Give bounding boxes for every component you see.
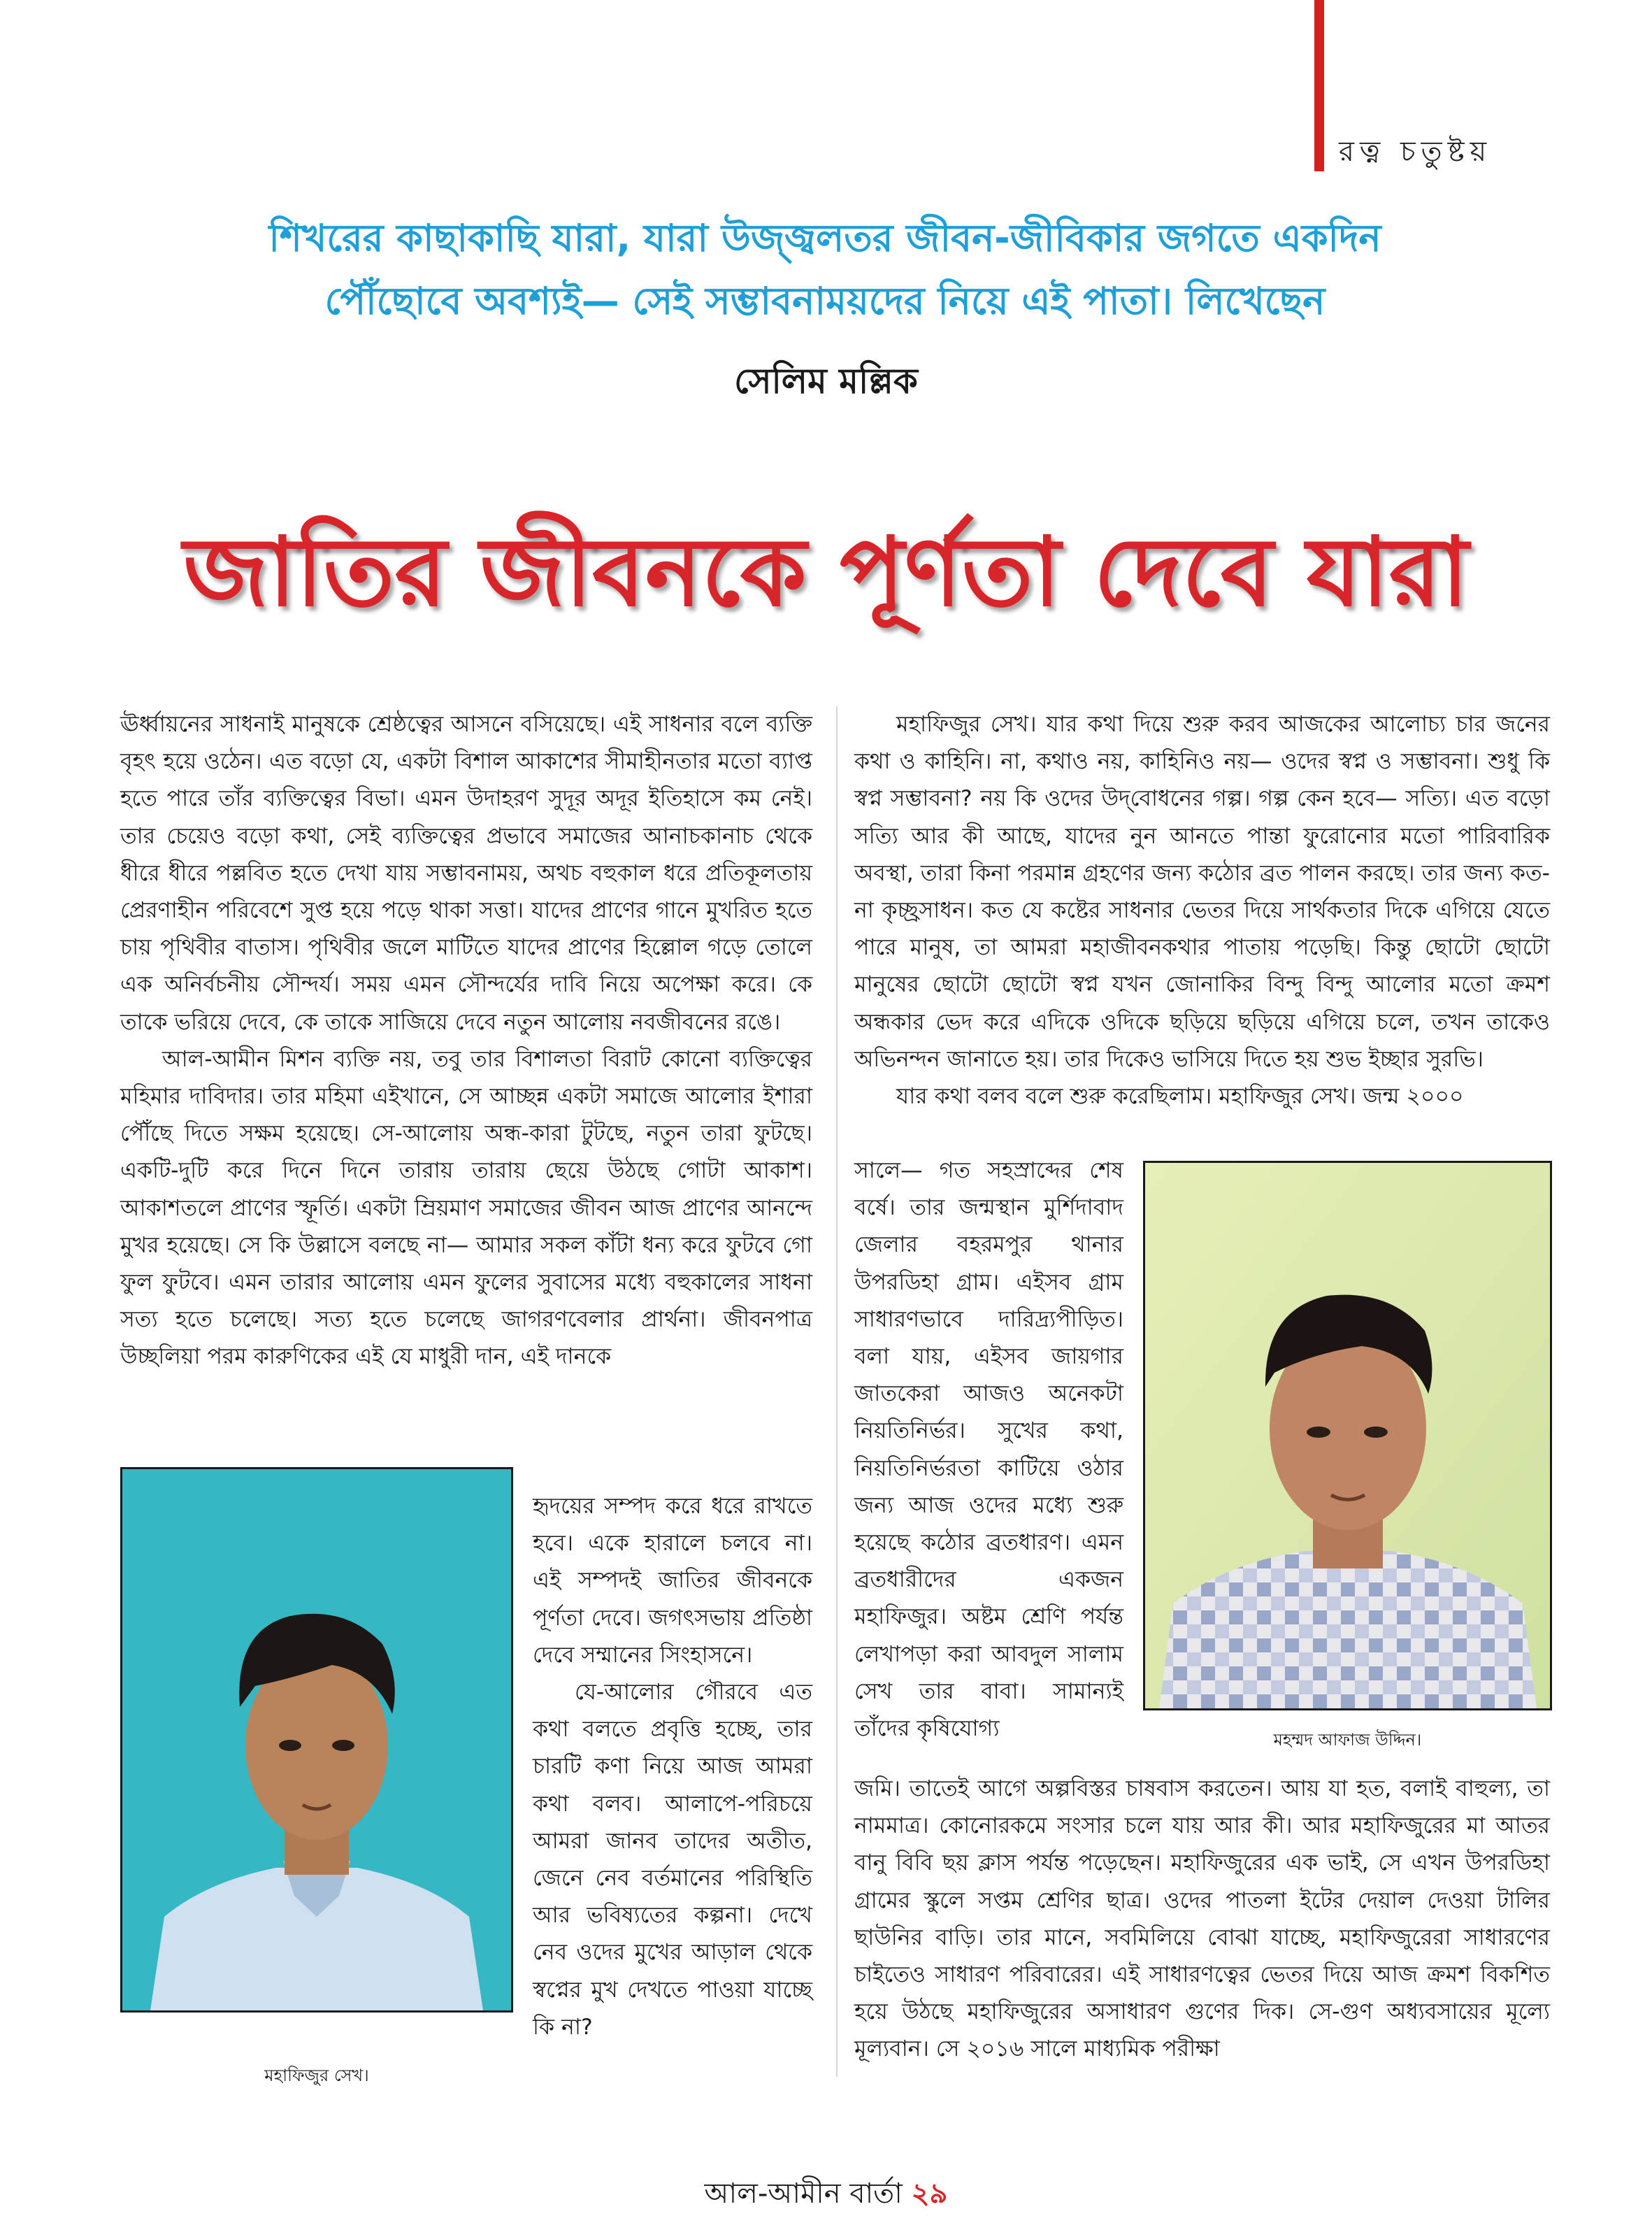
column-divider: [836, 706, 838, 2077]
right-paragraph-2-wide: জমি। তাতেই আগে অল্পবিস্তর চাষবাস করতেন। আয় যা হত, বলাই বাহুল্য, তা নামমাত্র। কোনোরকমে সংসার চলে যায় আর কী। আর মহাফিজুরের মা আতর বানু বিবি ছয় ক্লাস পর্যন্ত পড়েছেন। মহাফিজুরের এক ভাই, সে এখন উপরডিহা গ্রামের স্কুলে সপ্তম শ্রেণির ছাত্র। ওদের পাতলা ইটের দেয়াল দেওয়া টালির ছাউনির বাড়ি। তার মানে, সবমিলিয়ে বোঝা যাচ্ছে, মহাফিজুরেরা সাধারণের চাইতেও সাধারণ পরিবারের। এই সাধারণত্বের ভেতর দিয়ে আজ ক্রমশ বিকশিত হয়ে উঠছে মহাফিজুরের অসাধারণ গুণের দিক। সে-গুণ অধ্যবসায়ের মূল্যে মূল্যবান। সে ২০১৬ সালে মাধ্যমিক পরীক্ষা: [854, 1776, 1550, 2062]
left-photo: [120, 1467, 513, 2013]
section-label: রত্ন চতুষ্টয়: [1339, 136, 1493, 168]
left-column-top: [120, 706, 812, 1376]
magazine-name: আল-আমীন বার্তা: [704, 2178, 903, 2210]
left-paragraph-2: আল-আমীন মিশন ব্যক্তি নয়, তবু তার বিশালতা বিরাট কোনো ব্যক্তিত্বের মহিমার দাবিদার। তার মহিমা এইখানে, সে আচ্ছন্ন একটা সমাজে আলোর ইশারা পৌঁছে দিতে সক্ষম হয়েছে। সে-আলোয় অন্ধ-কারা টুটছে, নতুন তারা ফুটছে। একটি-দুটি করে দিনে দিনে তারায় তারায় ছেয়ে উঠছে গোটা আকাশ। আকাশতলে প্রাণের স্ফূর্তি। একটা ম্রিয়মাণ সমাজের জীবন আজ প্রাণের আনন্দে মুখর হয়েছে। সে কি উল্লাসে বলছে না— আমার সকল কাঁটা ধন্য করে ফুটবে গো ফুল ফুটবে। এমন তারার আলোয় এমন ফুলের সুবাসের মধ্যে বহুকালের সাধনা সত্য হতে চলেছে। সত্য হতে চলেছে জাগরণবেলার প্রার্থনা। জীবনপাত্র উচ্ছলিয়া পরম কারুণিকের এই যে মাধুরী দান, এই দানকে: [120, 1046, 812, 1370]
left-paragraph-2-continued: হৃদয়ের সম্পদ করে ধরে রাখতে হবে। একে হারালে চলবে না। এই সম্পদই জাতির জীবনকে পূর্ণতা দেবে। জগৎসভায় প্রতিষ্ঠা দেবে সম্মানের সিংহাসনে।: [533, 1494, 812, 1668]
right-column-bottom: [854, 1771, 1550, 2068]
left-photo-caption: মহাফিজুর সেখ।: [264, 2066, 369, 2085]
intro-line-2: পৌঁছোবে অবশ্যই— সেই সম্ভাবনাময়দের নিয়ে এই পাতা। লিখেছেন: [324, 279, 1326, 323]
left-paragraph-1: ঊর্ধ্বায়নের সাধনাই মানুষকে শ্রেষ্ঠত্বের আসনে বসিয়েছে। এই সাধনার বলে ব্যক্তি বৃহৎ হয়ে ওঠেন। এত বড়ো যে, একটা বিশাল আকাশের সীমাহীনতার মতো ব্যাপ্ত হতে পারে তাঁর ব্যক্তিত্বের বিভা। এমন উদাহরণ সুদূর অদূর ইতিহাসে কম নেই। তার চেয়েও বড়ো কথা, সেই ব্যক্তিত্বের প্রভাবে সমাজের আনাচকানাচ থেকে ধীরে ধীরে পল্লবিত হতে দেখা যায় সম্ভাবনাময়, অথচ বহুকাল ধরে প্রতিকূলতায় প্রেরণাহীন পরিবেশে সুপ্ত হয়ে পড়ে থাকা সত্তা। যাদের প্রাণের গানে মুখরিত হতে চায় পৃথিবীর বাতাস। পৃথিবীর জলে মাটিতে যাদের প্রাণের হিল্লোল গড়ে তোলে এক অনির্বচনীয় সৌন্দর্য। সময় এমন সৌন্দর্যের দাবি নিয়ে অপেক্ষা করে। কে তাকে ভরিয়ে দেবে, কে তাকে সাজিয়ে দেবে নতুন আলোয় নবজীবনের রঙে।: [120, 712, 812, 1035]
right-photo: [1143, 1161, 1552, 1710]
right-paragraph-2-first-line: যার কথা বলব বলে শুরু করেছিলাম। মহাফিজুর সেখ। জন্ম ২০০০: [896, 1084, 1464, 1110]
right-photo-caption: মহম্মদ আফাজ উদ্দিন।: [1273, 1730, 1422, 1750]
page-number: ২৯: [911, 2178, 948, 2210]
page-footer: [0, 2171, 1652, 2218]
headline: জাতির জীবনকে পূর্ণতা দেবে যারা: [183, 517, 1469, 628]
intro-line-1: শিখরের কাছাকাছি যারা, যারা উজ্জ্বলতর জীবন-জীবিকার জগতে একদিন: [268, 216, 1381, 260]
left-paragraph-3: যে-আলোর গৌরবে এত কথা বলতে প্রবৃত্তি হচ্ছে, তার চারটি কণা নিয়ে আজ আমরা কথা বলব। আলাপে-পরিচয়ে আমরা জানব তাদের অতীত, জেনে নেব বর্তমানের পরিস্থিতি আর ভবিষ্যতের কল্পনা। দেখে নেব ওদের মুখের আড়াল থেকে স্বপ্নের মুখ দেখতে পাওয়া যাচ্ছে কি না?: [533, 1680, 812, 2040]
portrait-right-image: [1145, 1163, 1550, 1708]
section-marker-bar: [1314, 0, 1324, 171]
portrait-left-image: [122, 1469, 511, 2010]
right-paragraph-2-narrow: সালে— গত সহস্রাব্দের শেষ বর্ষে। তার জন্মস্থান মুর্শিদাবাদ জেলার বহরমপুর থানার উপরডিহা গ্রাম। এইসব গ্রাম সাধারণভাবে দারিদ্র্যপীড়িত। বলা যায়, এইসব জায়গার জাতকেরা আজও অনেকটা নিয়তিনির্ভর। সুখের কথা, নিয়তিনির্ভরতা কাটিয়ে ওঠার জন্য আজ ওদের মধ্যে শুরু হয়েছে কঠোর ব্রতধারণ। এমন ব্রতধারীদের একজন মহাফিজুর। অষ্টম শ্রেণি পর্যন্ত লেখাপড়া করা আবদুল সালাম সেখ তার বাবা। সামান্যই তাঁদের কৃষিযোগ্য: [854, 1158, 1123, 1742]
right-column-narrow: [854, 1152, 1123, 1747]
right-column-top: [854, 706, 1550, 1115]
author-name: সেলিম মল্লিক: [734, 361, 918, 401]
left-column-bottom: [533, 1488, 812, 2046]
right-paragraph-1: মহাফিজুর সেখ। যার কথা দিয়ে শুরু করব আজকের আলোচ্য চার জনের কথা ও কাহিনি। না, কথাও নয়, কাহিনিও নয়— ওদের স্বপ্ন ও সম্ভাবনা। শুধু কি স্বপ্ন সম্ভাবনা? নয় কি ওদের উদ্‌বোধনের গল্প। গল্প কেন হবে— সত্যি। এত বড়ো সত্যি আর কী আছে, যাদের নুন আনতে পান্তা ফুরোনোর মতো পারিবারিক অবস্থা, তারা কিনা পরমান্ন গ্রহণের জন্য কঠোর ব্রত পালন করছে। তার জন্য কত-না কৃচ্ছ্রসাধন। কত যে কষ্টের সাধনার ভেতর দিয়ে সার্থকতার দিকে এগিয়ে যেতে পারে মানুষ, তা আমরা মহাজীবনকথার পাতায় পড়েছি। কিন্তু ছোটো ছোটো মানুষের ছোটো ছোটো স্বপ্ন যখন জোনাকির বিন্দু বিন্দু আলোর মতো ক্রমশ অন্ধকার ভেদ করে এদিকে ওদিকে ছড়িয়ে ছড়িয়ে এগিয়ে চলে, তখন তাকেও অভিনন্দন জানাতে হয়। তার দিকেও ভাসিয়ে দিতে হয় শুভ ইচ্ছার সুরভি।: [854, 712, 1550, 1072]
